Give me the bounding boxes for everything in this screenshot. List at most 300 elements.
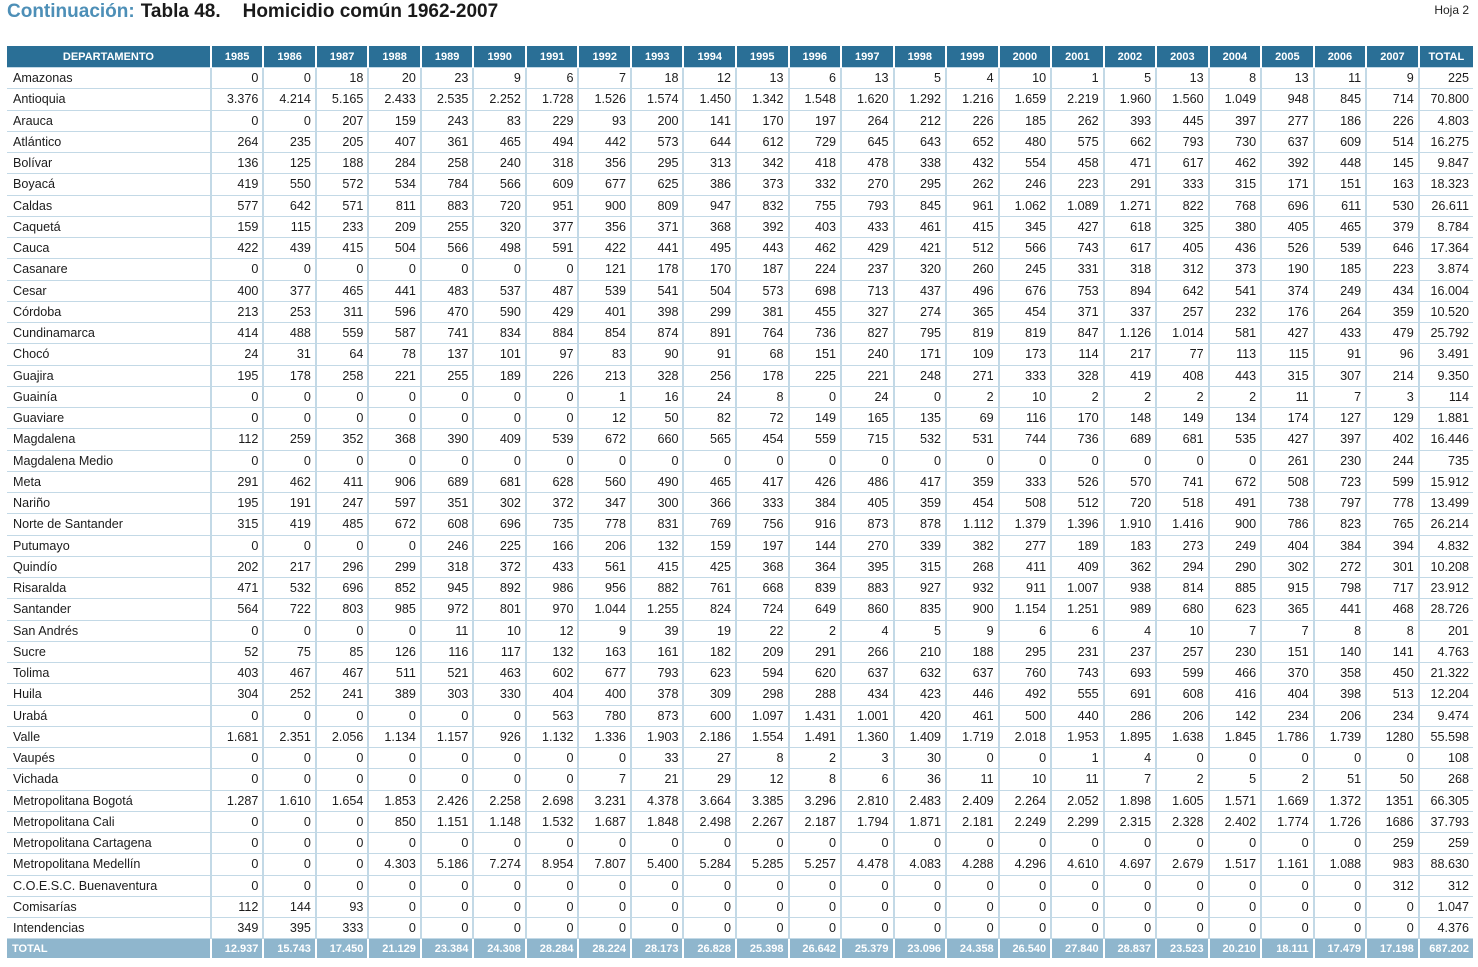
table-cell: 1280 — [1366, 726, 1419, 747]
table-cell: 50 — [631, 408, 684, 429]
table-cell: 0 — [736, 450, 789, 471]
table-cell: 0 — [578, 450, 631, 471]
table-cell: 443 — [736, 238, 789, 259]
table-cell: 0 — [1156, 450, 1209, 471]
table-cell: 403 — [789, 216, 842, 237]
table-cell: 743 — [1051, 238, 1104, 259]
table-cell: 471 — [1104, 153, 1157, 174]
table-cell: 0 — [316, 705, 369, 726]
table-cell: 256 — [683, 365, 736, 386]
table-cell: 793 — [1156, 131, 1209, 152]
table-body — [7, 68, 1473, 939]
table-row — [7, 599, 1473, 620]
table-cell: 318 — [421, 556, 474, 577]
table-cell: 7.807 — [578, 854, 631, 875]
table-cell: 1.910 — [1104, 514, 1157, 535]
column-header: 1992 — [578, 46, 631, 68]
total-cell: 26.642 — [789, 939, 842, 959]
table-row — [7, 726, 1473, 747]
table-cell: 0 — [526, 918, 579, 939]
table-cell: 436 — [1209, 238, 1262, 259]
table-row — [7, 535, 1473, 556]
table-cell: 159 — [368, 110, 421, 131]
table-cell: 591 — [526, 238, 579, 259]
table-cell: 270 — [841, 535, 894, 556]
table-cell: 419 — [211, 174, 264, 195]
table-cell: 165 — [841, 408, 894, 429]
table-cell: 0 — [368, 833, 421, 854]
table-cell: 2.810 — [841, 790, 894, 811]
table-cell: 0 — [999, 896, 1052, 917]
table-cell: 26.214 — [1419, 514, 1473, 535]
table-cell: 15.912 — [1419, 471, 1473, 492]
table-cell: 0 — [1314, 896, 1367, 917]
table-cell: 0 — [316, 748, 369, 769]
table-cell: 170 — [736, 110, 789, 131]
table-cell: 594 — [736, 663, 789, 684]
table-cell: 1.431 — [789, 705, 842, 726]
table-cell: 2 — [1156, 769, 1209, 790]
table-cell: 420 — [894, 705, 947, 726]
table-cell: 483 — [421, 280, 474, 301]
table-cell: 715 — [841, 429, 894, 450]
table-cell: 1.360 — [841, 726, 894, 747]
table-cell: 530 — [1366, 195, 1419, 216]
table-cell: 454 — [946, 493, 999, 514]
table-cell: 1.638 — [1156, 726, 1209, 747]
table-cell: 915 — [1261, 578, 1314, 599]
table-cell: 1.151 — [421, 811, 474, 832]
table-cell: 2.402 — [1209, 811, 1262, 832]
total-cell: 17.198 — [1366, 939, 1419, 959]
table-cell: 259 — [1419, 833, 1473, 854]
table-cell: 0 — [473, 875, 526, 896]
table-cell: 10 — [999, 386, 1052, 407]
table-cell: 205 — [316, 131, 369, 152]
table-cell: 1.450 — [683, 89, 736, 110]
table-cell: 0 — [473, 450, 526, 471]
table-cell: 415 — [946, 216, 999, 237]
table-cell: 8.954 — [526, 854, 579, 875]
table-cell: 0 — [631, 918, 684, 939]
column-header: 1991 — [526, 46, 579, 68]
table-cell: 260 — [946, 259, 999, 280]
table-cell: 151 — [789, 344, 842, 365]
table-cell: 4 — [1104, 748, 1157, 769]
table-cell: 0 — [263, 386, 316, 407]
table-cell: 441 — [631, 238, 684, 259]
table-cell: 291 — [211, 471, 264, 492]
table-cell: 408 — [1156, 365, 1209, 386]
table-cell: 191 — [263, 493, 316, 514]
table-cell: 112 — [211, 429, 264, 450]
table-cell: 646 — [1366, 238, 1419, 259]
table-cell: 0 — [841, 833, 894, 854]
table-cell: 0 — [1366, 918, 1419, 939]
table-cell: 320 — [473, 216, 526, 237]
table-cell: 0 — [999, 748, 1052, 769]
table-cell: 0 — [211, 854, 264, 875]
table-cell: 0 — [1209, 918, 1262, 939]
table-cell: 2 — [946, 386, 999, 407]
table-cell: 368 — [683, 216, 736, 237]
table-cell: 333 — [736, 493, 789, 514]
table-cell: 359 — [1366, 301, 1419, 322]
table-cell: 0 — [631, 875, 684, 896]
table-cell: 2.186 — [683, 726, 736, 747]
table-cell: 209 — [736, 641, 789, 662]
table-cell: 411 — [999, 556, 1052, 577]
table-cell: 226 — [1366, 110, 1419, 131]
table-cell: 714 — [1366, 89, 1419, 110]
table-row — [7, 365, 1473, 386]
table-cell: 617 — [1156, 153, 1209, 174]
table-cell: 0 — [526, 896, 579, 917]
table-cell: 3 — [841, 748, 894, 769]
table-cell: 0 — [316, 408, 369, 429]
table-cell: 11 — [421, 620, 474, 641]
table-cell: 602 — [526, 663, 579, 684]
table-cell: 0 — [316, 450, 369, 471]
table-cell: 159 — [211, 216, 264, 237]
table-cell: 0 — [211, 68, 264, 89]
table-cell: 0 — [368, 918, 421, 939]
table-cell: 852 — [368, 578, 421, 599]
table-cell: 681 — [1156, 429, 1209, 450]
table-cell: 1.372 — [1314, 790, 1367, 811]
table-cell: 814 — [1156, 578, 1209, 599]
table-cell: 443 — [1209, 365, 1262, 386]
table-cell: 333 — [999, 365, 1052, 386]
table-row — [7, 68, 1473, 89]
table-cell: 1.007 — [1051, 578, 1104, 599]
table-cell: 642 — [1156, 280, 1209, 301]
table-cell: 312 — [1156, 259, 1209, 280]
table-cell: 1.409 — [894, 726, 947, 747]
table-cell: 1.554 — [736, 726, 789, 747]
table-cell: 0 — [263, 110, 316, 131]
table-cell: 0 — [1314, 748, 1367, 769]
table-cell: 0 — [263, 875, 316, 896]
table-cell: 51 — [1314, 769, 1367, 790]
table-cell: 372 — [473, 556, 526, 577]
table-cell: 521 — [421, 663, 474, 684]
table-cell: 0 — [1156, 833, 1209, 854]
department-name: Meta — [7, 471, 211, 492]
table-cell: 504 — [368, 238, 421, 259]
table-cell: 0 — [316, 811, 369, 832]
table-cell: 822 — [1156, 195, 1209, 216]
table-cell: 948 — [1261, 89, 1314, 110]
table-cell: 717 — [1366, 578, 1419, 599]
table-cell: 0 — [789, 918, 842, 939]
table-cell: 395 — [263, 918, 316, 939]
table-cell: 1.560 — [1156, 89, 1209, 110]
table-cell: 597 — [368, 493, 421, 514]
table-cell: 884 — [526, 323, 579, 344]
table-cell: 9 — [578, 620, 631, 641]
table-row — [7, 238, 1473, 259]
table-cell: 689 — [421, 471, 474, 492]
column-header: 1989 — [421, 46, 474, 68]
table-cell: 422 — [578, 238, 631, 259]
table-cell: 347 — [578, 493, 631, 514]
table-cell: 13.499 — [1419, 493, 1473, 514]
table-cell: 0 — [316, 620, 369, 641]
department-name: Vaupés — [7, 748, 211, 769]
table-cell: 3.231 — [578, 790, 631, 811]
table-cell: 318 — [526, 153, 579, 174]
table-cell: 221 — [368, 365, 421, 386]
table-cell: 389 — [368, 684, 421, 705]
table-row — [7, 620, 1473, 641]
table-cell: 397 — [1209, 110, 1262, 131]
table-cell: 258 — [421, 153, 474, 174]
table-cell: 2.483 — [894, 790, 947, 811]
table-cell: 512 — [946, 238, 999, 259]
table-cell: 416 — [1209, 684, 1262, 705]
table-cell: 0 — [894, 896, 947, 917]
table-cell: 623 — [1209, 599, 1262, 620]
table-cell: 31 — [263, 344, 316, 365]
table-cell: 0 — [263, 854, 316, 875]
table-cell: 442 — [578, 131, 631, 152]
table-row — [7, 450, 1473, 471]
table-cell: 461 — [946, 705, 999, 726]
table-cell: 492 — [999, 684, 1052, 705]
column-header: 1999 — [946, 46, 999, 68]
department-name: Magdalena Medio — [7, 450, 211, 471]
table-cell: 225 — [1419, 68, 1473, 89]
column-header: 1996 — [789, 46, 842, 68]
total-cell: 18.111 — [1261, 939, 1314, 959]
table-cell: 370 — [1261, 663, 1314, 684]
table-row — [7, 854, 1473, 875]
table-cell: 0 — [526, 769, 579, 790]
table-cell: 1.526 — [578, 89, 631, 110]
table-row — [7, 748, 1473, 769]
table-cell: 0 — [316, 535, 369, 556]
department-name: C.O.E.S.C. Buenaventura — [7, 875, 211, 896]
table-cell: 434 — [1366, 280, 1419, 301]
table-row — [7, 344, 1473, 365]
table-cell: 514 — [1366, 131, 1419, 152]
table-cell: 0 — [1314, 833, 1367, 854]
table-cell: 13 — [1156, 68, 1209, 89]
table-cell: 237 — [1104, 641, 1157, 662]
table-cell: 303 — [421, 684, 474, 705]
table-cell: 422 — [211, 238, 264, 259]
column-header: 1995 — [736, 46, 789, 68]
table-cell: 0 — [526, 748, 579, 769]
table-cell: 0 — [263, 811, 316, 832]
table-cell: 0 — [316, 386, 369, 407]
table-cell: 315 — [1209, 174, 1262, 195]
department-name: Urabá — [7, 705, 211, 726]
column-header: 2006 — [1314, 46, 1367, 68]
department-name: Huila — [7, 684, 211, 705]
table-row — [7, 875, 1473, 896]
table-cell: 565 — [683, 429, 736, 450]
table-cell: 210 — [894, 641, 947, 662]
table-cell: 241 — [316, 684, 369, 705]
table-cell: 116 — [999, 408, 1052, 429]
table-cell: 0 — [368, 408, 421, 429]
table-cell: 572 — [316, 174, 369, 195]
total-cell: 27.840 — [1051, 939, 1104, 959]
table-cell: 2.315 — [1104, 811, 1157, 832]
table-cell: 144 — [789, 535, 842, 556]
table-cell: 358 — [1314, 663, 1367, 684]
table-cell: 0 — [421, 748, 474, 769]
table-cell: 1.726 — [1314, 811, 1367, 832]
table-cell: 1.001 — [841, 705, 894, 726]
table-cell: 550 — [263, 174, 316, 195]
table-cell: 264 — [1314, 301, 1367, 322]
table-cell: 0 — [789, 875, 842, 896]
table-cell: 458 — [1051, 153, 1104, 174]
table-cell: 6 — [999, 620, 1052, 641]
table-cell: 7 — [578, 769, 631, 790]
total-cell: 17.479 — [1314, 939, 1367, 959]
table-row — [7, 386, 1473, 407]
table-cell: 832 — [736, 195, 789, 216]
table-cell: 359 — [894, 493, 947, 514]
table-cell: 8 — [1366, 620, 1419, 641]
table-cell: 221 — [841, 365, 894, 386]
table-cell: 234 — [1261, 705, 1314, 726]
table-cell: 202 — [211, 556, 264, 577]
table-cell: 454 — [736, 429, 789, 450]
table-cell: 368 — [368, 429, 421, 450]
table-cell: 0 — [211, 386, 264, 407]
table-cell: 0 — [1366, 748, 1419, 769]
table-cell: 0 — [526, 875, 579, 896]
table-cell: 9 — [473, 68, 526, 89]
continuation-label: Continuación: — [7, 1, 135, 22]
table-cell: 1.794 — [841, 811, 894, 832]
table-cell: 526 — [1051, 471, 1104, 492]
page-header — [7, 1, 1473, 27]
table-cell: 0 — [1209, 450, 1262, 471]
table-cell: 839 — [789, 578, 842, 599]
department-name: Nariño — [7, 493, 211, 514]
table-cell: 404 — [1261, 684, 1314, 705]
table-cell: 142 — [1209, 705, 1262, 726]
table-cell: 0 — [421, 408, 474, 429]
table-cell: 0 — [1156, 918, 1209, 939]
table-cell: 986 — [526, 578, 579, 599]
department-name: Guainía — [7, 386, 211, 407]
table-cell: 1.062 — [999, 195, 1052, 216]
table-cell: 125 — [263, 153, 316, 174]
table-cell: 6 — [1051, 620, 1104, 641]
table-cell: 425 — [683, 556, 736, 577]
table-cell: 11 — [946, 769, 999, 790]
total-cell: 15.743 — [263, 939, 316, 959]
total-cell: 23.523 — [1156, 939, 1209, 959]
table-cell: 511 — [368, 663, 421, 684]
table-cell: 82 — [683, 408, 736, 429]
table-cell: 309 — [683, 684, 736, 705]
table-cell: 761 — [683, 578, 736, 599]
table-cell: 0 — [999, 875, 1052, 896]
table-cell: 1.088 — [1314, 854, 1367, 875]
table-cell: 677 — [578, 174, 631, 195]
table-cell: 141 — [1366, 641, 1419, 662]
table-cell: 831 — [631, 514, 684, 535]
table-cell: 696 — [473, 514, 526, 535]
table-cell: 415 — [631, 556, 684, 577]
table-cell: 18 — [631, 68, 684, 89]
table-cell: 16.446 — [1419, 429, 1473, 450]
table-cell: 600 — [683, 705, 736, 726]
table-cell: 1.396 — [1051, 514, 1104, 535]
table-cell: 224 — [789, 259, 842, 280]
table-cell: 313 — [683, 153, 736, 174]
table-cell: 69 — [946, 408, 999, 429]
table-cell: 468 — [1366, 599, 1419, 620]
table-cell: 693 — [1104, 663, 1157, 684]
table-cell: 332 — [789, 174, 842, 195]
table-cell: 55.598 — [1419, 726, 1473, 747]
table-cell: 744 — [999, 429, 1052, 450]
table-row — [7, 153, 1473, 174]
table-cell: 3.385 — [736, 790, 789, 811]
table-cell: 609 — [526, 174, 579, 195]
table-cell: 575 — [1051, 131, 1104, 152]
table-cell: 13 — [841, 68, 894, 89]
table-cell: 405 — [1156, 238, 1209, 259]
table-cell: 730 — [1209, 131, 1262, 152]
table-cell: 190 — [1261, 259, 1314, 280]
table-cell: 0 — [841, 896, 894, 917]
table-cell: 0 — [894, 833, 947, 854]
table-cell: 445 — [1156, 110, 1209, 131]
table-cell: 478 — [841, 153, 894, 174]
table-cell: 299 — [368, 556, 421, 577]
table-cell: 563 — [526, 705, 579, 726]
table-cell: 126 — [368, 641, 421, 662]
table-cell: 371 — [631, 216, 684, 237]
table-cell: 141 — [683, 110, 736, 131]
table-cell: 691 — [1104, 684, 1157, 705]
table-cell: 0 — [894, 450, 947, 471]
table-cell: 121 — [578, 259, 631, 280]
table-cell: 0 — [631, 450, 684, 471]
table-cell: 2 — [1051, 386, 1104, 407]
table-cell: 599 — [1156, 663, 1209, 684]
table-cell: 225 — [473, 535, 526, 556]
table-cell: 2.328 — [1156, 811, 1209, 832]
table-cell: 560 — [578, 471, 631, 492]
table-cell: 795 — [894, 323, 947, 344]
table-cell: 4.376 — [1419, 918, 1473, 939]
department-name: Bolívar — [7, 153, 211, 174]
table-cell: 206 — [1314, 705, 1367, 726]
table-cell: 2.267 — [736, 811, 789, 832]
table-cell: 189 — [1051, 535, 1104, 556]
table-cell: 488 — [263, 323, 316, 344]
table-cell: 983 — [1366, 854, 1419, 875]
table-cell: 0 — [1209, 748, 1262, 769]
table-cell: 508 — [999, 493, 1052, 514]
table-cell: 266 — [841, 641, 894, 662]
table-cell: 8 — [1314, 620, 1367, 641]
table-cell: 566 — [999, 238, 1052, 259]
table-cell: 0 — [211, 408, 264, 429]
table-cell: 0 — [473, 833, 526, 854]
